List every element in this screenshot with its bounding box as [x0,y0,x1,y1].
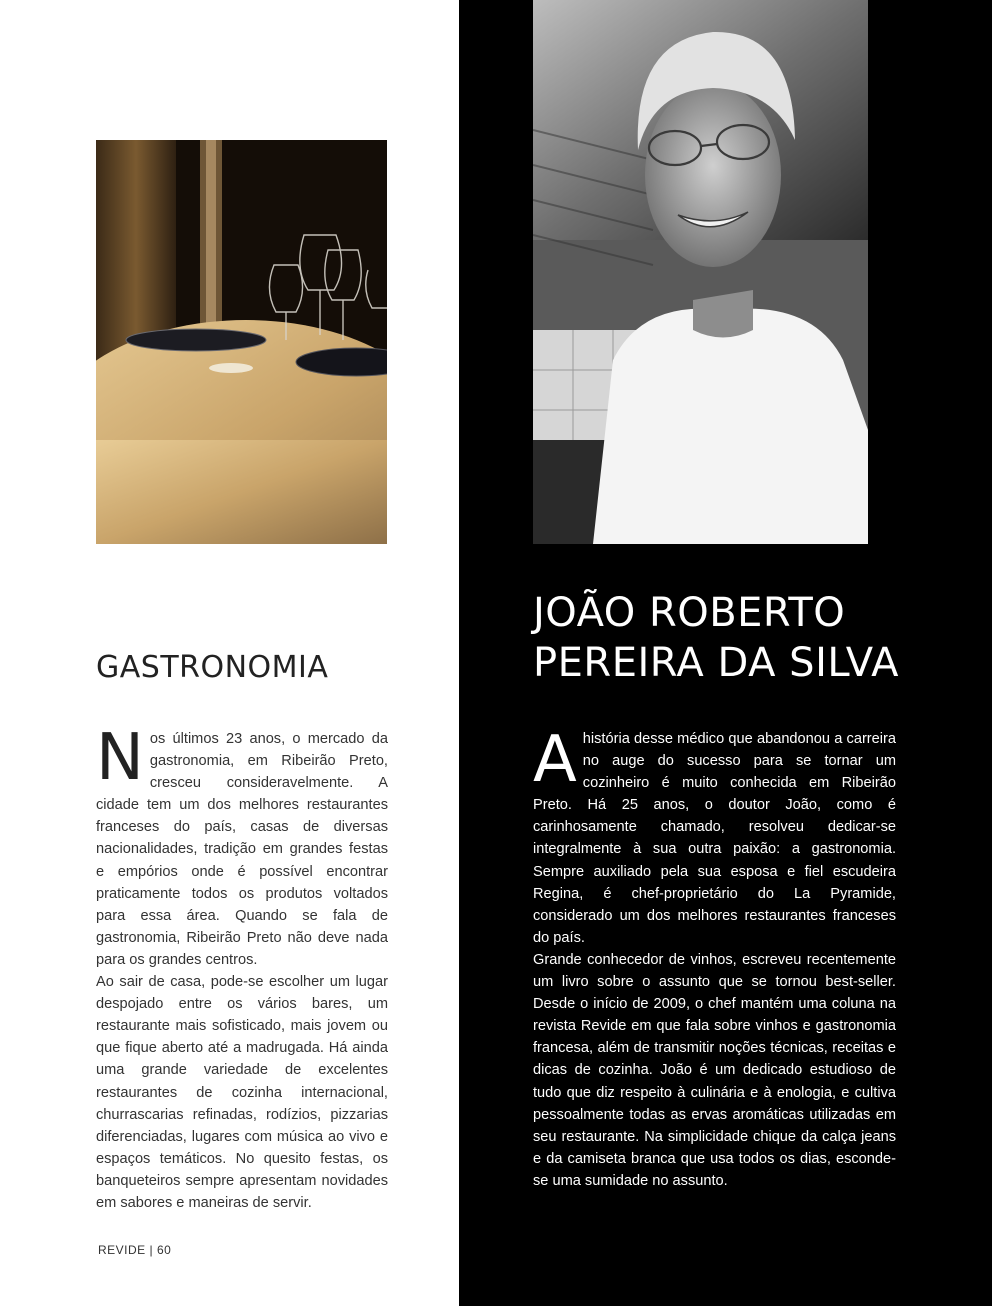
section-title: GASTRONOMIA [96,650,329,685]
left-paragraph-2: Ao sair de casa, pode-se escolher um lugar despojado entre os vários bares, um restaurante mais sofisticado, mais jovem ou que fique aberto até a madrugada. Há ainda uma grande variedade de excelentes restaurantes de cozinha internacional, churrascarias refinadas, rodízios, pizzarias diferenciadas, lugares com música ao vivo e espaços temáticos. No quesito festas, os banqueteiros sempre apresentam novidades em sabores e maneiras de servir. [96,974,388,1211]
page-folio: REVIDE | 60 [98,1243,172,1257]
chef-portrait-photo [533,0,868,544]
right-paragraph-1-text: história desse médico que abandonou a carreira no auge do sucesso para se tornar um cozinheiro é muito conhecida em Ribeirão Preto. Há 25 anos, o doutor João, como é carinhosamente chamado, resolveu dedicar-se integralmente à sua outra paixão: a gastronomia. Sempre auxiliado pela sua esposa e fiel escudeira Regina, é chef-proprietário do La Pyramide, considerado um dos melhores restaurantes franceses do país. [533,731,896,946]
left-paragraph-1 [96,721,388,971]
right-paragraph-2: Grande conhecedor de vinhos, escreveu recentemente um livro sobre o assunto que se tornou best-seller. Desde o início de 2009, o chef mantém uma coluna na revista Revide em que fala sobre vinhos e gastronomia francesa, além de transmitir noções técnicas, receitas e dicas de cozinha. João é um dedicado estudioso de tudo que diz respeito à culinária e à enologia, e cultiva pessoalmente todas as ervas aromáticas utilizadas em seu restaurante. Na simplicidade chique da calça jeans e da camiseta branca que usa todos os dias, esconde-se uma sumidade no assunto. [533,951,896,1189]
right-article-body [533,723,896,1192]
chef-name-line-2: PEREIRA DA SILVA [533,640,899,686]
left-article-body [96,721,388,1214]
left-paragraph-1-text: os últimos 23 anos, o mercado da gastronomia, em Ribeirão Preto, cresceu consideravelmente. A cidade tem um dos melhores restaurantes franceses do país, casas de diversas nacionalidades, tradição em grandes festas e empórios onde é possível encontrar praticamente todos os produtos voltados para essa área. Quando se fala de gastronomia, Ribeirão Preto não deve nada para os grandes centros. [96,731,388,968]
drop-cap: N [96,721,144,795]
drop-cap: A [533,723,577,797]
chef-name-title [533,588,933,688]
dining-table-photo [96,140,387,544]
right-paragraph-1 [533,723,896,949]
chef-name-line-1: JOÃO ROBERTO [533,590,846,636]
